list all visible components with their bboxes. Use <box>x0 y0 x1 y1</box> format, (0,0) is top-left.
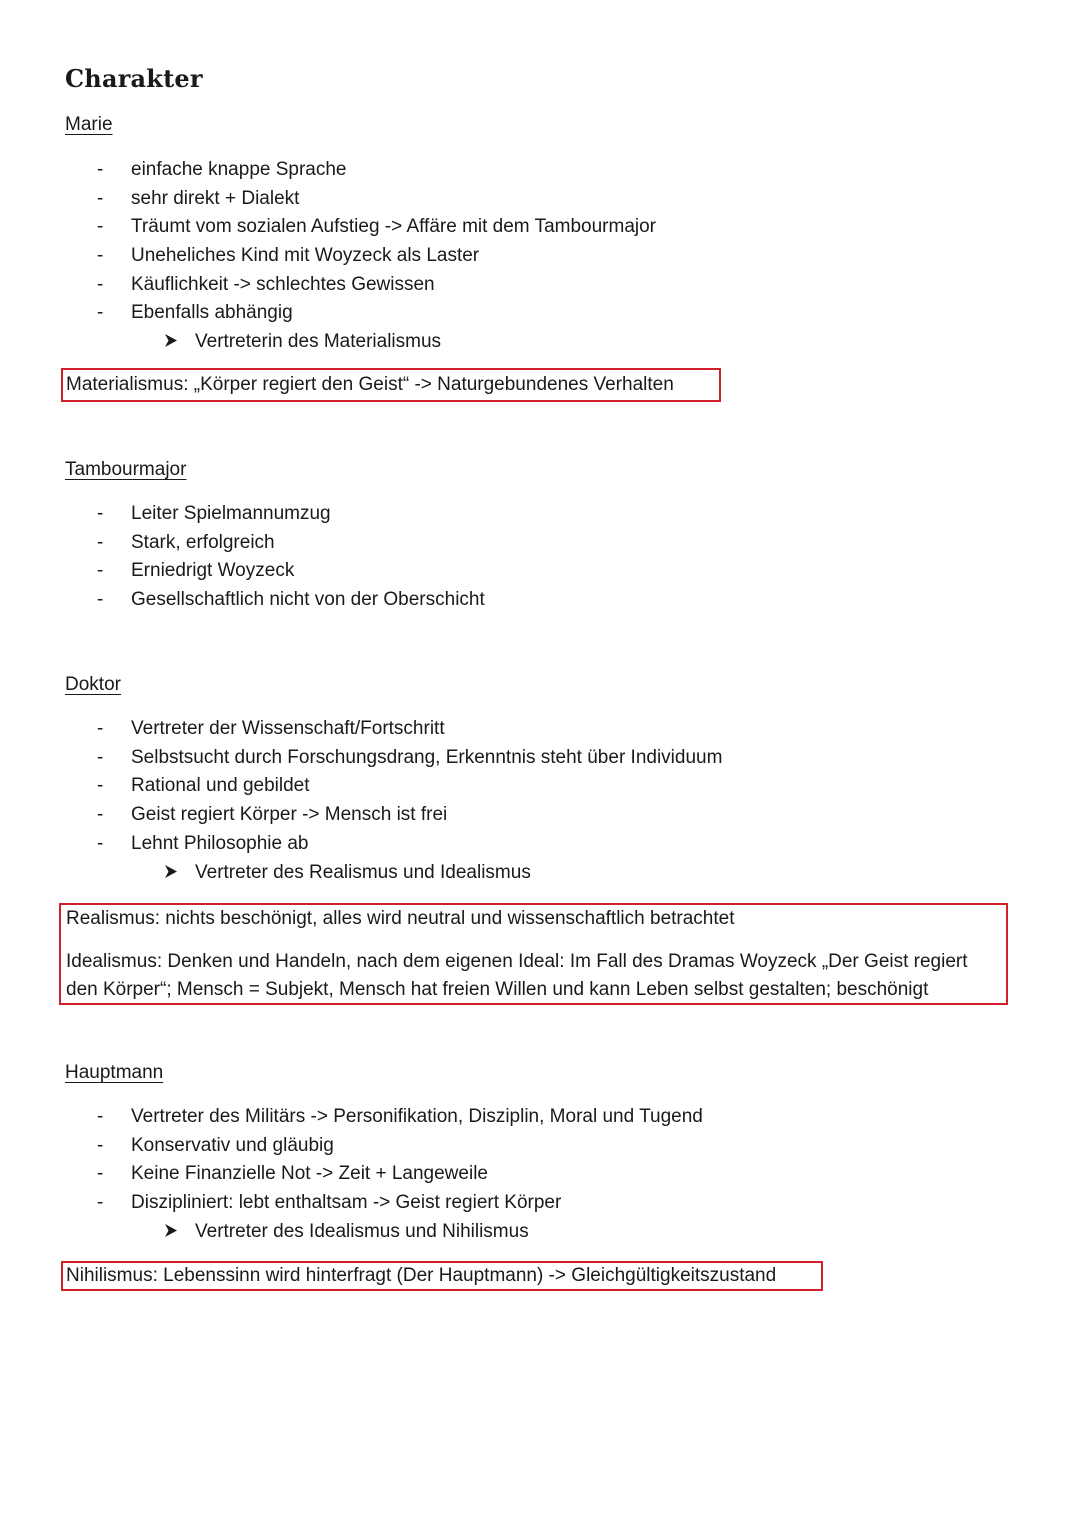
definition-text: Idealismus: Denken und Handeln, nach dem eigenen Ideal: Im Fall des Dramas Woyzeck „Der Geist regiert <box>66 951 968 972</box>
conclusion-marie <box>164 328 441 357</box>
bullet-dash: - <box>97 589 104 611</box>
list-item-text: Diszipliniert: lebt enthaltsam -> Geist regiert Körper <box>131 1192 562 1214</box>
bullet-dash: - <box>97 1106 104 1127</box>
list-item-text: Konservativ und gläubig <box>131 1134 334 1156</box>
list-item-text: Keine Finanzielle Not -> Zeit + Langeweile <box>131 1163 488 1185</box>
list-item-text: Erniedrigt Woyzeck <box>131 560 295 582</box>
definition-text: Nihilismus: Lebenssinn wird hinterfragt (Der Hauptmann) -> Gleichgültigkeitszustand <box>66 1265 777 1286</box>
arrowhead-icon <box>164 864 178 879</box>
page-title: Charakter <box>65 64 203 93</box>
section-heading-marie: Marie <box>65 114 113 135</box>
conclusion-hauptmann <box>164 1218 529 1247</box>
bullet-dash: - <box>97 1134 104 1156</box>
list-item-text: Rational und gebildet <box>131 775 310 797</box>
definition-box-nihilismus <box>61 1261 823 1291</box>
list-item-text: Leiter Spielmannumzug <box>131 503 331 524</box>
list-item-text: Stark, erfolgreich <box>131 531 275 553</box>
bullet-dash: - <box>97 302 104 324</box>
bullet-dash: - <box>97 746 104 768</box>
bullet-dash: - <box>97 832 104 854</box>
bullet-dash: - <box>97 159 104 180</box>
definition-text: Realismus: nichts beschönigt, alles wird neutral und wissenschaftlich betrachtet <box>66 908 735 929</box>
section-heading-tambourmajor: Tambourmajor <box>65 459 187 480</box>
list-item-text: Träumt vom sozialen Aufstieg -> Affäre mit dem Tambourmajor <box>131 216 657 238</box>
bullet-dash: - <box>97 775 104 797</box>
conclusion-text: Vertreter des Realismus und Idealismus <box>195 862 531 883</box>
list-item-text: Selbstsucht durch Forschungsdrang, Erkenntnis steht über Individuum <box>131 746 723 768</box>
list-item-text: Ebenfalls abhängig <box>131 302 293 324</box>
bullet-dash: - <box>97 718 104 739</box>
list-item-text: Gesellschaftlich nicht von der Oberschicht <box>131 589 485 611</box>
bullet-dash: - <box>97 216 104 238</box>
definition-text: Materialismus: „Körper regiert den Geist“ -> Naturgebundenes Verhalten <box>66 374 674 395</box>
bullet-dash: - <box>97 804 104 826</box>
bullet-dash: - <box>97 245 104 267</box>
list-item-text: einfache knappe Sprache <box>131 159 347 180</box>
list-item-text: Geist regiert Körper -> Mensch ist frei <box>131 804 448 826</box>
arrowhead-icon <box>164 333 178 348</box>
list-item-text: Vertreter der Wissenschaft/Fortschritt <box>131 718 445 739</box>
list-item-text: Uneheliches Kind mit Woyzeck als Laster <box>131 245 480 267</box>
section-heading-hauptmann: Hauptmann <box>65 1062 164 1083</box>
conclusion-text: Vertreter des Idealismus und Nihilismus <box>195 1221 529 1242</box>
bullet-dash: - <box>97 1192 104 1214</box>
bullet-dash: - <box>97 273 104 295</box>
list-item-text: sehr direkt + Dialekt <box>131 187 300 209</box>
bullet-dash: - <box>97 187 104 209</box>
section-heading-doktor: Doktor <box>65 674 121 695</box>
conclusion-text: Vertreterin des Materialismus <box>195 331 442 352</box>
list-item-text: Lehnt Philosophie ab <box>131 832 309 854</box>
bullet-dash: - <box>97 560 104 582</box>
definition-box-realismus-idealismus <box>59 903 1008 1005</box>
list-item-text: Vertreter des Militärs -> Personifikation, Disziplin, Moral und Tugend <box>131 1106 703 1127</box>
bullet-dash: - <box>97 503 104 524</box>
definition-text: den Körper“; Mensch = Subjekt, Mensch hat freien Willen und kann Leben selbst gestalten; beschönigt <box>66 979 929 1000</box>
conclusion-doktor <box>164 859 531 888</box>
list-item-text: Käuflichkeit -> schlechtes Gewissen <box>131 273 435 295</box>
bullet-dash: - <box>97 1163 104 1185</box>
arrowhead-icon <box>164 1223 178 1238</box>
definition-box-materialismus <box>61 368 721 402</box>
bullet-dash: - <box>97 531 104 553</box>
